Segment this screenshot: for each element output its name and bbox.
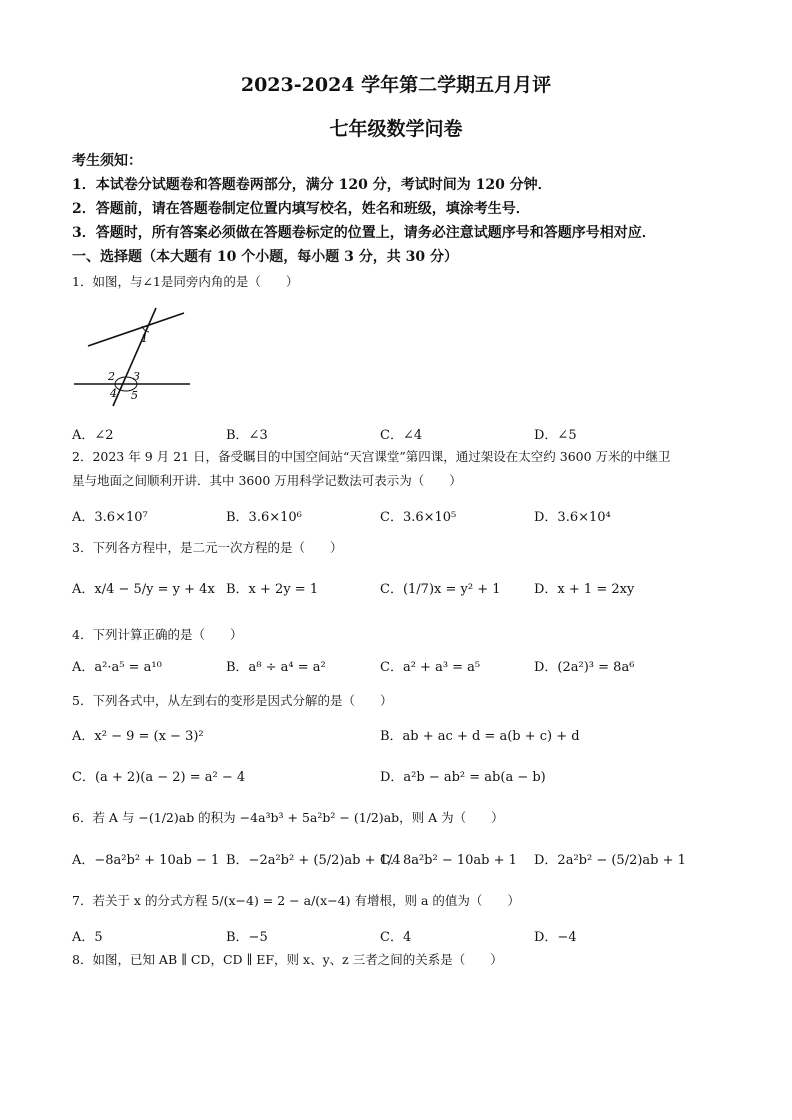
q1-option-d: D．∠5 bbox=[534, 428, 577, 443]
q4-option-d: D．(2a²)³ = 8a⁶ bbox=[534, 660, 635, 675]
q6-option-a: A．−8a²b² + 10ab − 1 bbox=[72, 853, 220, 868]
question-2-stem-line1: 2．2023 年 9 月 21 日，备受瞩目的中国空间站“天宫课堂”第四课，通过架设在太空约 3600 万米的中继卫 bbox=[72, 449, 671, 464]
q2-option-b: B．3.6×10⁶ bbox=[226, 510, 302, 525]
q5-option-b: B．ab + ac + d = a(b + c) + d bbox=[380, 729, 580, 744]
angle-figure bbox=[70, 298, 200, 408]
q7-option-a: A．5 bbox=[72, 930, 103, 945]
q1-option-a: A．∠2 bbox=[72, 428, 114, 443]
section-heading: 一、选择题（本大题有 10 个小题，每小题 3 分，共 30 分） bbox=[72, 249, 458, 265]
notice-item: 2．答题前，请在答题卷制定位置内填写校名，姓名和班级，填涂考生号． bbox=[72, 201, 530, 217]
question-7-stem: 7．若关于 x 的分式方程 5/(x−4) = 2 − a/(x−4) 有增根，则 a 的值为（ ） bbox=[72, 893, 520, 908]
figure-label-1: 1 bbox=[141, 332, 148, 345]
notice-heading: 考生须知： bbox=[72, 153, 142, 169]
figure-label-3: 3 bbox=[133, 370, 140, 383]
q1-option-c: C．∠4 bbox=[380, 428, 423, 443]
figure-line-upper bbox=[88, 313, 184, 346]
q1-option-b: B．∠3 bbox=[226, 428, 268, 443]
exam-title: 2023-2024 学年第二学期五月月评 bbox=[240, 74, 552, 96]
q7-option-b: B．−5 bbox=[226, 930, 268, 945]
q5-option-d: D．a²b − ab² = ab(a − b) bbox=[380, 770, 546, 785]
figure-label-4: 4 bbox=[110, 387, 117, 400]
q4-option-b: B．a⁸ ÷ a⁴ = a² bbox=[226, 660, 326, 675]
q6-option-d: D．2a²b² − (5/2)ab + 1 bbox=[534, 853, 686, 868]
question-2-stem-line2: 星与地面之间顺利开讲．其中 3600 万用科学记数法可表示为（ ） bbox=[72, 473, 462, 488]
q7-option-d: D．−4 bbox=[534, 930, 577, 945]
figure-label-2: 2 bbox=[108, 370, 115, 383]
q4-option-a: A．a²·a⁵ = a¹⁰ bbox=[72, 660, 162, 675]
q3-option-b: B．x + 2y = 1 bbox=[226, 582, 319, 597]
q3-option-d: D．x + 1 = 2xy bbox=[534, 582, 635, 597]
question-5-stem: 5．下列各式中，从左到右的变形是因式分解的是（ ） bbox=[72, 693, 393, 708]
q2-option-d: D．3.6×10⁴ bbox=[534, 510, 611, 525]
q2-option-a: A．3.6×10⁷ bbox=[72, 510, 148, 525]
notice-item: 1．本试卷分试题卷和答题卷两部分，满分 120 分，考试时间为 120 分钟． bbox=[72, 177, 552, 193]
q5-option-a: A．x² − 9 = (x − 3)² bbox=[72, 729, 204, 744]
q6-option-b: B．−2a²b² + (5/2)ab + 1/4 bbox=[226, 853, 401, 868]
figure-label-5: 5 bbox=[131, 389, 138, 402]
q2-option-c: C．3.6×10⁵ bbox=[380, 510, 457, 525]
notice-item: 3．答题时，所有答案必须做在答题卷标定的位置上，请务必注意试题序号和答题序号相对应． bbox=[72, 225, 656, 241]
question-6-stem: 6．若 A 与 −(1/2)ab 的积为 −4a³b³ + 5a²b² − (1/2)ab，则 A 为（ ） bbox=[72, 810, 504, 825]
question-4-stem: 4．下列计算正确的是（ ） bbox=[72, 627, 243, 642]
q1-text: 1．如图，与∠1是同旁内角的是（ ） bbox=[72, 274, 299, 289]
q5-option-c: C．(a + 2)(a − 2) = a² − 4 bbox=[72, 770, 246, 785]
question-3-stem: 3．下列各方程中，是二元一次方程的是（ ） bbox=[72, 540, 343, 555]
q3-option-a: A．x/4 − 5/y = y + 4x bbox=[72, 582, 215, 597]
question-1-stem bbox=[72, 272, 298, 290]
q6-option-c: C．8a²b² − 10ab + 1 bbox=[380, 853, 517, 868]
q7-option-c: C．4 bbox=[380, 930, 412, 945]
q3-option-c: C．(1/7)x = y² + 1 bbox=[380, 582, 501, 597]
q4-option-c: C．a² + a³ = a⁵ bbox=[380, 660, 481, 675]
exam-subtitle: 七年级数学问卷 bbox=[329, 118, 463, 140]
question-8-stem: 8．如图，已知 AB ∥ CD，CD ∥ EF，则 x、y、z 三者之间的关系是（ ） bbox=[72, 952, 503, 967]
